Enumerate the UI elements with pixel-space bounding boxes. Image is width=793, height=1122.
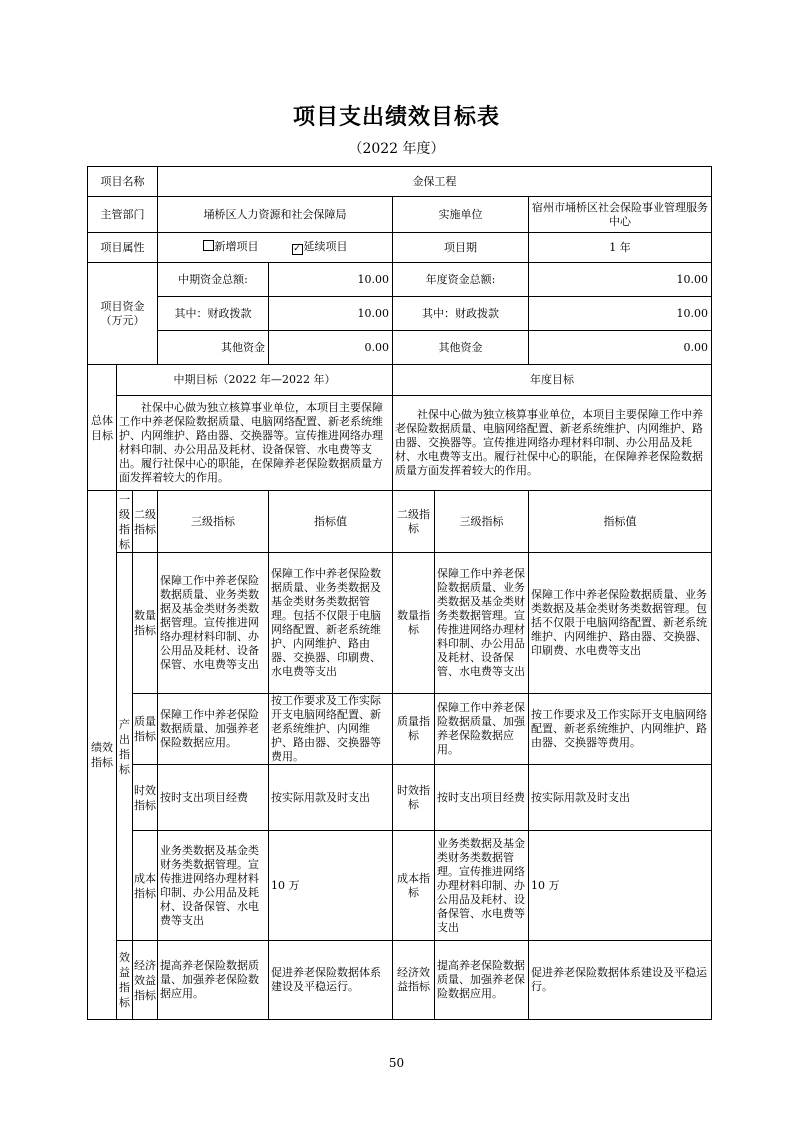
- year-other-label: 其他资金: [393, 331, 529, 365]
- year-total-value: 10.00: [529, 263, 712, 297]
- page-subtitle: （2022 年度）: [348, 141, 445, 157]
- year-cost-value: 10 万: [529, 831, 712, 941]
- page-number: 50: [388, 1056, 405, 1070]
- mid-cost-lvl3: 业务类数据及基金类财务类数据管理。宣传推进网络办理材料印制、办公用品及耗材、设备保管、水电费等支出: [158, 831, 269, 941]
- impl-unit-label: 实施单位: [393, 197, 529, 233]
- mid-cost-value: 10 万: [269, 831, 393, 941]
- year-quantity-lvl3: 保障工作中养老保险数据质量、业务类数据及基金类财务类数据管理。宣传推进网络办理材料印制、办公用品及耗材、设备保管、水电费等支出: [435, 553, 529, 694]
- benefit-indicator-label: 效益指标: [117, 941, 133, 1020]
- mid-goal-header: 中期目标（2022 年—2022 年）: [117, 365, 393, 396]
- impl-unit-value: 宿州市埇桥区社会保险事业管理服务中心: [529, 197, 712, 233]
- period-label: 项目期: [393, 233, 529, 263]
- year-economic-value: 促进养老保险数据体系建设及平稳运行。: [529, 941, 712, 1020]
- lvl2-timeliness: 时效指标: [133, 765, 158, 831]
- output-indicator-label: 产出指标: [117, 553, 133, 941]
- page-title: 项目支出绩效目标表: [292, 105, 500, 130]
- mid-fiscal-label: 其中：财政拨款: [158, 297, 269, 331]
- overall-goal-label: 总体目标: [88, 365, 117, 491]
- attr-options: [158, 233, 393, 263]
- project-name-label: 项目名称: [88, 167, 158, 197]
- mid-quality-value: 按工作要求及工作实际开支电脑网络配置、新老系统维护、内网维护、路由器、交换器等费用。: [269, 694, 393, 765]
- mid-other-label: 其他资金: [158, 331, 269, 365]
- year-value-header: 指标值: [529, 491, 712, 553]
- year-quality-lvl3: 保障工作中养老保险数据质量、加强养老保险数据应用。: [435, 694, 529, 765]
- lvl2-quantity: 数量指标: [133, 553, 158, 694]
- year-fiscal-value: 10.00: [529, 297, 712, 331]
- project-name-value: 金保工程: [158, 167, 712, 197]
- year-lvl2-header: 二级指标: [393, 491, 435, 553]
- year-timeliness-lvl2: 时效指标: [393, 765, 435, 831]
- lvl2-cost: 成本指标: [133, 831, 158, 941]
- mid-lvl3-header: 三级指标: [158, 491, 269, 553]
- mid-economic-lvl3: 提高养老保险数据质量、加强养老保险数据应用。: [158, 941, 269, 1020]
- period-value: 1 年: [529, 233, 712, 263]
- mid-other-value: 0.00: [269, 331, 393, 365]
- year-fiscal-label: 其中：财政拨款: [393, 297, 529, 331]
- lvl1-header: 一级指标: [117, 491, 133, 553]
- perf-indicator-label: 绩效指标: [88, 491, 117, 1020]
- year-goal-text: 社保中心做为独立核算事业单位，本项目主要保障工作中养老保险数据质量、电脑网络配置、新老系统维护、内网维护、路由器、交换器等。宣传推进网络办理材料印制、办公用品及耗材、水电费等支出。履行社保中心的职能，在保障养老保险数据质量方面发挥着较大的作用。: [393, 396, 712, 491]
- mid-timeliness-value: 按实际用款及时支出: [269, 765, 393, 831]
- dept-value: 埇桥区人力资源和社会保障局: [158, 197, 393, 233]
- mid-quantity-value: 保障工作中养老保险数据质量、业务类数据及基金类财务类数据管理。包括不仅限于电脑网络配置、新老系统维护、内网维护、路由器、交换器、印刷费、水电费等支出: [269, 553, 393, 694]
- performance-target-table: [87, 166, 712, 1020]
- mid-total-value: 10.00: [269, 263, 393, 297]
- year-timeliness-value: 按实际用款及时支出: [529, 765, 712, 831]
- year-timeliness-lvl3: 按时支出项目经费: [435, 765, 529, 831]
- mid-total-label: 中期资金总额:: [158, 263, 269, 297]
- lvl2-quality: 质量指标: [133, 694, 158, 765]
- mid-quantity-lvl3: 保障工作中养老保险数据质量、业务类数据及基金类财务类数据管理。宣传推进网络办理材料印制、办公用品及耗材、设备保管、水电费等支出: [158, 553, 269, 694]
- mid-quality-lvl3: 保障工作中养老保险数据质量、加强养老保险数据应用。: [158, 694, 269, 765]
- continued-project-checkbox: ✓: [293, 244, 301, 254]
- year-quantity-lvl2: 数量指标: [393, 553, 435, 694]
- mid-goal-text: 社保中心做为独立核算事业单位，本项目主要保障工作中养老保险数据质量、电脑网络配置、新老系统维护、内网维护、路由器、交换器等。宣传推进网络办理材料印制、办公用品及耗材、设备保管、水电费等支出。履行社保中心的职能，在保障养老保险数据质量方面发挥着较大的作用。: [117, 396, 393, 491]
- lvl2-economic: 经济效益指标: [133, 941, 158, 1020]
- year-lvl3-header: 三级指标: [435, 491, 529, 553]
- continued-project-label: 延续项目: [303, 240, 348, 253]
- lvl2-header: 二级指标: [133, 491, 158, 553]
- year-cost-lvl2: 成本指标: [393, 831, 435, 941]
- mid-fiscal-value: 10.00: [269, 297, 393, 331]
- year-economic-lvl3: 提高养老保险数据质量、加强养老保险数据应用。: [435, 941, 529, 1020]
- new-project-label: 新增项目: [214, 240, 259, 253]
- year-economic-lvl2: 经济效益指标: [393, 941, 435, 1020]
- year-cost-lvl3: 业务类数据及基金类财务类数据管理。宣传推进网络办理材料印制、办公用品及耗材、设备保管、水电费等支出: [435, 831, 529, 941]
- funds-label: 项目资金（万元）: [88, 263, 158, 365]
- dept-label: 主管部门: [88, 197, 158, 233]
- year-quality-value: 按工作要求及工作实际开支电脑网络配置、新老系统维护、内网维护、路由器、交换器等费用。: [529, 694, 712, 765]
- new-project-checkbox: [203, 240, 214, 251]
- year-other-value: 0.00: [529, 331, 712, 365]
- year-quantity-value: 保障工作中养老保险数据质量、业务类数据及基金类财务类数据管理。包括不仅限于电脑网络配置、新老系统维护、内网维护、路由器、交换器、印刷费、水电费等支出: [529, 553, 712, 694]
- mid-value-header: 指标值: [269, 491, 393, 553]
- mid-economic-value: 促进养老保险数据体系建设及平稳运行。: [269, 941, 393, 1020]
- mid-timeliness-lvl3: 按时支出项目经费: [158, 765, 269, 831]
- year-goal-header: 年度目标: [393, 365, 712, 396]
- year-quality-lvl2: 质量指标: [393, 694, 435, 765]
- year-total-label: 年度资金总额:: [393, 263, 529, 297]
- attr-label: 项目属性: [88, 233, 158, 263]
